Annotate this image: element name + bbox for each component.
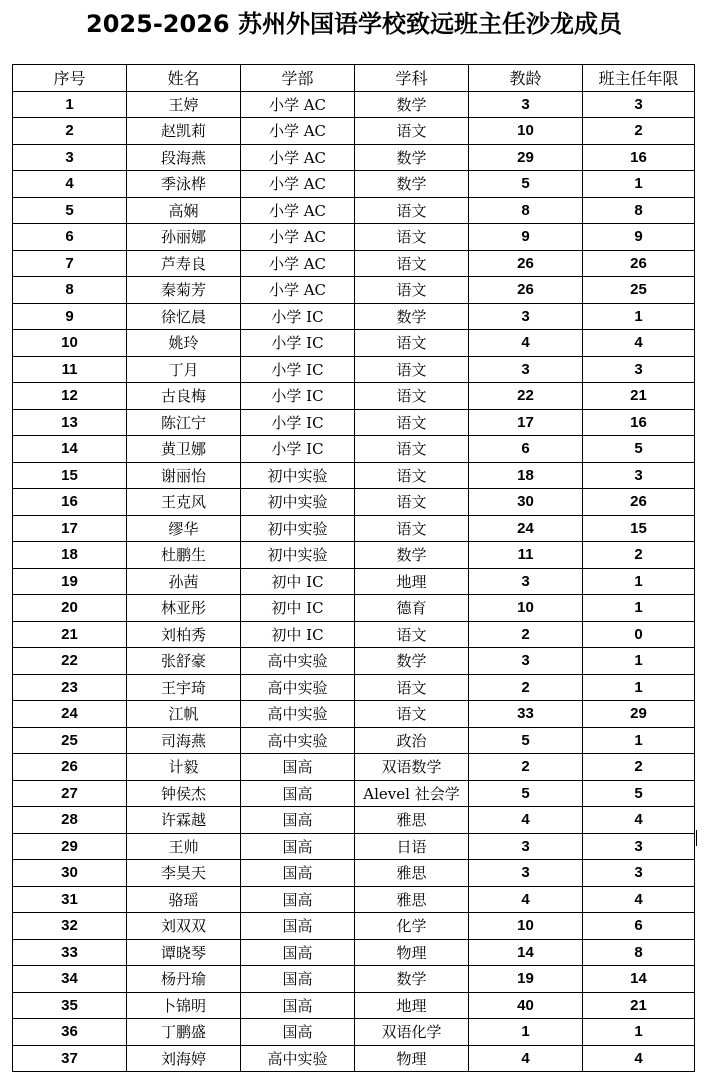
table-row bbox=[13, 144, 695, 171]
cell-department: 小学 IC bbox=[241, 303, 355, 330]
cell-name: 谢丽怡 bbox=[127, 462, 241, 489]
cell-index: 17 bbox=[13, 515, 127, 542]
cell-department: 小学 IC bbox=[241, 330, 355, 357]
cell-homeroom-years: 1 bbox=[583, 648, 695, 675]
cell-index: 4 bbox=[13, 171, 127, 198]
cell-homeroom-years: 8 bbox=[583, 939, 695, 966]
cell-homeroom-years: 2 bbox=[583, 542, 695, 569]
cell-subject: 地理 bbox=[355, 992, 469, 1019]
table-row bbox=[13, 303, 695, 330]
cell-name: 秦菊芳 bbox=[127, 277, 241, 304]
cell-homeroom-years: 3 bbox=[583, 860, 695, 887]
cell-subject: 语文 bbox=[355, 383, 469, 410]
table-row bbox=[13, 224, 695, 251]
table-row bbox=[13, 171, 695, 198]
cell-department: 初中实验 bbox=[241, 515, 355, 542]
cell-index: 15 bbox=[13, 462, 127, 489]
table-row bbox=[13, 674, 695, 701]
cell-name: 丁鹏盛 bbox=[127, 1019, 241, 1046]
cell-name: 王宇琦 bbox=[127, 674, 241, 701]
cell-subject: 语文 bbox=[355, 356, 469, 383]
table-row bbox=[13, 913, 695, 940]
cell-department: 国高 bbox=[241, 992, 355, 1019]
cell-name: 姚玲 bbox=[127, 330, 241, 357]
cell-homeroom-years: 9 bbox=[583, 224, 695, 251]
cell-name: 江帆 bbox=[127, 701, 241, 728]
table-row bbox=[13, 648, 695, 675]
cell-name: 刘双双 bbox=[127, 913, 241, 940]
cell-department: 高中实验 bbox=[241, 648, 355, 675]
cell-homeroom-years: 25 bbox=[583, 277, 695, 304]
cell-name: 古良梅 bbox=[127, 383, 241, 410]
cell-teaching-years: 18 bbox=[469, 462, 583, 489]
cell-index: 31 bbox=[13, 886, 127, 913]
cell-department: 小学 AC bbox=[241, 171, 355, 198]
cell-department: 小学 AC bbox=[241, 91, 355, 118]
cell-homeroom-years: 3 bbox=[583, 833, 695, 860]
cell-subject: 语文 bbox=[355, 118, 469, 145]
cell-homeroom-years: 21 bbox=[583, 992, 695, 1019]
cell-name: 骆瑶 bbox=[127, 886, 241, 913]
cell-index: 2 bbox=[13, 118, 127, 145]
cell-name: 计毅 bbox=[127, 754, 241, 781]
cell-homeroom-years: 1 bbox=[583, 568, 695, 595]
cell-subject: 化学 bbox=[355, 913, 469, 940]
cell-subject: 数学 bbox=[355, 303, 469, 330]
cell-teaching-years: 3 bbox=[469, 568, 583, 595]
cell-teaching-years: 2 bbox=[469, 621, 583, 648]
cell-subject: 数学 bbox=[355, 171, 469, 198]
cell-name: 刘海婷 bbox=[127, 1045, 241, 1072]
table-row bbox=[13, 860, 695, 887]
cell-name: 芦寿良 bbox=[127, 250, 241, 277]
cell-index: 33 bbox=[13, 939, 127, 966]
cell-subject: 语文 bbox=[355, 489, 469, 516]
cell-subject: 物理 bbox=[355, 1045, 469, 1072]
cell-index: 21 bbox=[13, 621, 127, 648]
cell-name: 段海燕 bbox=[127, 144, 241, 171]
cell-subject: 语文 bbox=[355, 409, 469, 436]
cell-index: 6 bbox=[13, 224, 127, 251]
cell-index: 30 bbox=[13, 860, 127, 887]
cell-index: 10 bbox=[13, 330, 127, 357]
cell-teaching-years: 10 bbox=[469, 118, 583, 145]
cell-name: 王帅 bbox=[127, 833, 241, 860]
table-row bbox=[13, 1045, 695, 1072]
cell-homeroom-years: 1 bbox=[583, 1019, 695, 1046]
cell-name: 丁月 bbox=[127, 356, 241, 383]
cell-homeroom-years: 26 bbox=[583, 250, 695, 277]
cell-subject: 语文 bbox=[355, 674, 469, 701]
cell-homeroom-years: 3 bbox=[583, 91, 695, 118]
cell-teaching-years: 4 bbox=[469, 807, 583, 834]
cell-subject: 语文 bbox=[355, 462, 469, 489]
cell-teaching-years: 2 bbox=[469, 674, 583, 701]
cell-name: 谭晓琴 bbox=[127, 939, 241, 966]
table-row bbox=[13, 383, 695, 410]
table-row bbox=[13, 250, 695, 277]
cell-teaching-years: 8 bbox=[469, 197, 583, 224]
table-row bbox=[13, 436, 695, 463]
cell-subject: 雅思 bbox=[355, 886, 469, 913]
cell-index: 37 bbox=[13, 1045, 127, 1072]
table-row bbox=[13, 621, 695, 648]
cell-teaching-years: 40 bbox=[469, 992, 583, 1019]
cell-name: 孙丽娜 bbox=[127, 224, 241, 251]
cell-homeroom-years: 14 bbox=[583, 966, 695, 993]
table-row bbox=[13, 197, 695, 224]
cell-teaching-years: 4 bbox=[469, 330, 583, 357]
table-row bbox=[13, 462, 695, 489]
cell-name: 卜锦明 bbox=[127, 992, 241, 1019]
cell-teaching-years: 3 bbox=[469, 356, 583, 383]
cell-department: 国高 bbox=[241, 754, 355, 781]
cell-name: 赵凯莉 bbox=[127, 118, 241, 145]
cell-index: 26 bbox=[13, 754, 127, 781]
cell-name: 王克风 bbox=[127, 489, 241, 516]
cell-department: 国高 bbox=[241, 807, 355, 834]
header-name: 姓名 bbox=[127, 65, 241, 92]
header-subject: 学科 bbox=[355, 65, 469, 92]
cell-name: 孙茜 bbox=[127, 568, 241, 595]
cell-department: 高中实验 bbox=[241, 674, 355, 701]
cell-homeroom-years: 4 bbox=[583, 886, 695, 913]
cell-subject: 雅思 bbox=[355, 807, 469, 834]
cell-subject: 德育 bbox=[355, 595, 469, 622]
cell-index: 29 bbox=[13, 833, 127, 860]
cell-department: 国高 bbox=[241, 913, 355, 940]
cell-department: 高中实验 bbox=[241, 1045, 355, 1072]
cell-index: 5 bbox=[13, 197, 127, 224]
cell-index: 20 bbox=[13, 595, 127, 622]
cell-homeroom-years: 8 bbox=[583, 197, 695, 224]
cell-teaching-years: 30 bbox=[469, 489, 583, 516]
cell-subject: 数学 bbox=[355, 144, 469, 171]
cell-teaching-years: 5 bbox=[469, 780, 583, 807]
cell-name: 陈江宁 bbox=[127, 409, 241, 436]
cell-homeroom-years: 1 bbox=[583, 674, 695, 701]
cell-homeroom-years: 4 bbox=[583, 807, 695, 834]
table-row bbox=[13, 568, 695, 595]
cell-teaching-years: 3 bbox=[469, 833, 583, 860]
cell-subject: 语文 bbox=[355, 621, 469, 648]
cell-name: 高娴 bbox=[127, 197, 241, 224]
table-row bbox=[13, 966, 695, 993]
cell-subject: 数学 bbox=[355, 966, 469, 993]
table-row bbox=[13, 356, 695, 383]
cell-name: 季泳桦 bbox=[127, 171, 241, 198]
table-row bbox=[13, 992, 695, 1019]
table-row bbox=[13, 515, 695, 542]
cell-homeroom-years: 6 bbox=[583, 913, 695, 940]
cell-homeroom-years: 21 bbox=[583, 383, 695, 410]
cell-name: 司海燕 bbox=[127, 727, 241, 754]
cell-department: 小学 AC bbox=[241, 197, 355, 224]
cell-index: 3 bbox=[13, 144, 127, 171]
member-table bbox=[12, 64, 695, 1072]
cell-department: 小学 AC bbox=[241, 277, 355, 304]
cell-name: 杜鹏生 bbox=[127, 542, 241, 569]
cell-subject: 双语数学 bbox=[355, 754, 469, 781]
cell-index: 12 bbox=[13, 383, 127, 410]
cell-index: 25 bbox=[13, 727, 127, 754]
table-header-row bbox=[13, 65, 695, 92]
table-row bbox=[13, 807, 695, 834]
cell-teaching-years: 17 bbox=[469, 409, 583, 436]
cell-index: 1 bbox=[13, 91, 127, 118]
cell-homeroom-years: 26 bbox=[583, 489, 695, 516]
cell-teaching-years: 3 bbox=[469, 303, 583, 330]
cell-department: 国高 bbox=[241, 886, 355, 913]
cell-subject: 政治 bbox=[355, 727, 469, 754]
cell-teaching-years: 29 bbox=[469, 144, 583, 171]
table-row bbox=[13, 489, 695, 516]
cell-teaching-years: 5 bbox=[469, 171, 583, 198]
cell-name: 钟侯杰 bbox=[127, 780, 241, 807]
cell-subject: 语文 bbox=[355, 224, 469, 251]
cell-subject: 语文 bbox=[355, 515, 469, 542]
document-title: 2025-2026 苏州外国语学校致远班主任沙龙成员 bbox=[86, 10, 622, 38]
cell-homeroom-years: 1 bbox=[583, 171, 695, 198]
cell-teaching-years: 26 bbox=[469, 250, 583, 277]
cell-name: 刘柏秀 bbox=[127, 621, 241, 648]
cell-subject: 语文 bbox=[355, 277, 469, 304]
cell-index: 28 bbox=[13, 807, 127, 834]
cell-teaching-years: 9 bbox=[469, 224, 583, 251]
cell-teaching-years: 3 bbox=[469, 860, 583, 887]
table-row bbox=[13, 409, 695, 436]
cell-teaching-years: 6 bbox=[469, 436, 583, 463]
cell-homeroom-years: 2 bbox=[583, 754, 695, 781]
cell-homeroom-years: 15 bbox=[583, 515, 695, 542]
cell-department: 国高 bbox=[241, 860, 355, 887]
table-row bbox=[13, 780, 695, 807]
cell-homeroom-years: 4 bbox=[583, 1045, 695, 1072]
cell-department: 小学 IC bbox=[241, 383, 355, 410]
cell-subject: 语文 bbox=[355, 330, 469, 357]
cell-teaching-years: 22 bbox=[469, 383, 583, 410]
cell-subject: Alevel 社会学 bbox=[355, 780, 469, 807]
cell-department: 小学 IC bbox=[241, 356, 355, 383]
cell-department: 初中 IC bbox=[241, 568, 355, 595]
cell-name: 李昊天 bbox=[127, 860, 241, 887]
cell-department: 国高 bbox=[241, 833, 355, 860]
cell-teaching-years: 5 bbox=[469, 727, 583, 754]
table-row bbox=[13, 330, 695, 357]
cell-department: 初中实验 bbox=[241, 489, 355, 516]
cell-teaching-years: 33 bbox=[469, 701, 583, 728]
cell-index: 22 bbox=[13, 648, 127, 675]
cell-subject: 语文 bbox=[355, 250, 469, 277]
cell-homeroom-years: 1 bbox=[583, 303, 695, 330]
cell-teaching-years: 19 bbox=[469, 966, 583, 993]
cell-department: 国高 bbox=[241, 780, 355, 807]
cell-name: 缪华 bbox=[127, 515, 241, 542]
cell-department: 高中实验 bbox=[241, 701, 355, 728]
cell-name: 许霖越 bbox=[127, 807, 241, 834]
cell-homeroom-years: 5 bbox=[583, 436, 695, 463]
cell-homeroom-years: 3 bbox=[583, 462, 695, 489]
cell-name: 杨丹瑜 bbox=[127, 966, 241, 993]
cell-index: 34 bbox=[13, 966, 127, 993]
table-row bbox=[13, 886, 695, 913]
cell-name: 张舒豪 bbox=[127, 648, 241, 675]
table-body bbox=[13, 91, 695, 1072]
cell-subject: 日语 bbox=[355, 833, 469, 860]
cell-teaching-years: 10 bbox=[469, 595, 583, 622]
cell-teaching-years: 11 bbox=[469, 542, 583, 569]
cell-name: 王婷 bbox=[127, 91, 241, 118]
cell-subject: 数学 bbox=[355, 542, 469, 569]
cell-department: 小学 AC bbox=[241, 144, 355, 171]
cell-subject: 语文 bbox=[355, 436, 469, 463]
cell-department: 初中 IC bbox=[241, 621, 355, 648]
cell-teaching-years: 26 bbox=[469, 277, 583, 304]
cell-subject: 语文 bbox=[355, 197, 469, 224]
cell-subject: 物理 bbox=[355, 939, 469, 966]
table-row bbox=[13, 542, 695, 569]
cell-index: 9 bbox=[13, 303, 127, 330]
cell-department: 小学 AC bbox=[241, 250, 355, 277]
cell-index: 19 bbox=[13, 568, 127, 595]
table-row bbox=[13, 277, 695, 304]
cell-homeroom-years: 3 bbox=[583, 356, 695, 383]
cell-department: 初中 IC bbox=[241, 595, 355, 622]
cell-homeroom-years: 2 bbox=[583, 118, 695, 145]
cell-name: 林亚彤 bbox=[127, 595, 241, 622]
cell-homeroom-years: 16 bbox=[583, 409, 695, 436]
cell-department: 小学 AC bbox=[241, 224, 355, 251]
table-row bbox=[13, 91, 695, 118]
cell-index: 35 bbox=[13, 992, 127, 1019]
cell-homeroom-years: 1 bbox=[583, 595, 695, 622]
table-row bbox=[13, 701, 695, 728]
cell-teaching-years: 2 bbox=[469, 754, 583, 781]
table-row bbox=[13, 595, 695, 622]
cell-teaching-years: 3 bbox=[469, 91, 583, 118]
cell-subject: 数学 bbox=[355, 648, 469, 675]
cell-department: 小学 IC bbox=[241, 409, 355, 436]
cell-department: 小学 AC bbox=[241, 118, 355, 145]
cell-index: 7 bbox=[13, 250, 127, 277]
table-row bbox=[13, 939, 695, 966]
header-department: 学部 bbox=[241, 65, 355, 92]
cell-subject: 雅思 bbox=[355, 860, 469, 887]
cell-department: 高中实验 bbox=[241, 727, 355, 754]
cell-teaching-years: 10 bbox=[469, 913, 583, 940]
cell-teaching-years: 14 bbox=[469, 939, 583, 966]
cell-index: 11 bbox=[13, 356, 127, 383]
cell-teaching-years: 24 bbox=[469, 515, 583, 542]
cell-department: 初中实验 bbox=[241, 542, 355, 569]
cell-department: 国高 bbox=[241, 966, 355, 993]
cell-index: 23 bbox=[13, 674, 127, 701]
table-row bbox=[13, 727, 695, 754]
table-row bbox=[13, 1019, 695, 1046]
cell-index: 8 bbox=[13, 277, 127, 304]
cell-teaching-years: 4 bbox=[469, 1045, 583, 1072]
cell-department: 国高 bbox=[241, 1019, 355, 1046]
cell-index: 32 bbox=[13, 913, 127, 940]
cell-department: 小学 IC bbox=[241, 436, 355, 463]
cell-index: 14 bbox=[13, 436, 127, 463]
cell-teaching-years: 4 bbox=[469, 886, 583, 913]
cell-index: 27 bbox=[13, 780, 127, 807]
cell-homeroom-years: 5 bbox=[583, 780, 695, 807]
cell-subject: 地理 bbox=[355, 568, 469, 595]
cell-index: 16 bbox=[13, 489, 127, 516]
cell-subject: 语文 bbox=[355, 701, 469, 728]
cell-homeroom-years: 1 bbox=[583, 727, 695, 754]
table-row bbox=[13, 833, 695, 860]
table-row bbox=[13, 118, 695, 145]
cell-subject: 双语化学 bbox=[355, 1019, 469, 1046]
cell-homeroom-years: 0 bbox=[583, 621, 695, 648]
cell-index: 13 bbox=[13, 409, 127, 436]
cell-name: 黄卫娜 bbox=[127, 436, 241, 463]
header-teaching-years: 教龄 bbox=[469, 65, 583, 92]
cell-homeroom-years: 4 bbox=[583, 330, 695, 357]
cell-homeroom-years: 29 bbox=[583, 701, 695, 728]
header-index: 序号 bbox=[13, 65, 127, 92]
cell-index: 18 bbox=[13, 542, 127, 569]
cell-subject: 数学 bbox=[355, 91, 469, 118]
cell-teaching-years: 3 bbox=[469, 648, 583, 675]
cell-teaching-years: 1 bbox=[469, 1019, 583, 1046]
cell-index: 24 bbox=[13, 701, 127, 728]
cell-homeroom-years: 16 bbox=[583, 144, 695, 171]
table-row bbox=[13, 754, 695, 781]
header-homeroom-years: 班主任年限 bbox=[583, 65, 695, 92]
cell-department: 初中实验 bbox=[241, 462, 355, 489]
cell-department: 国高 bbox=[241, 939, 355, 966]
text-cursor bbox=[696, 830, 697, 846]
cell-index: 36 bbox=[13, 1019, 127, 1046]
cell-name: 徐忆晨 bbox=[127, 303, 241, 330]
